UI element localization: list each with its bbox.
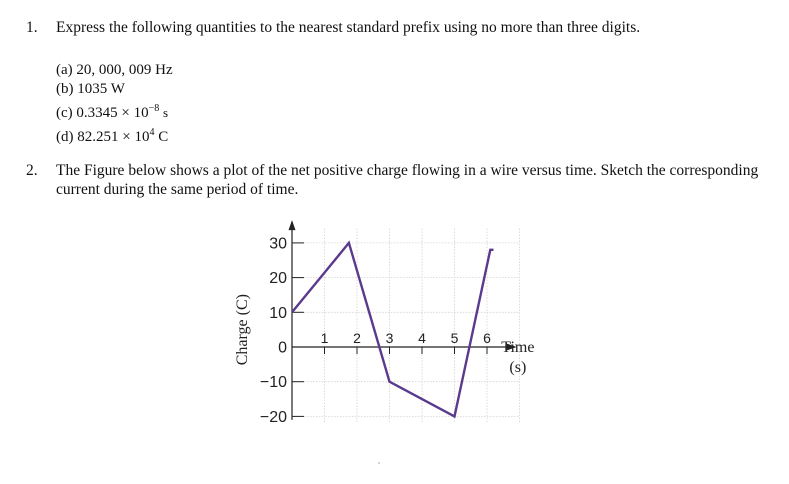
part-c-unit: s [163,105,169,120]
x-tick-label: 1 [320,330,329,346]
part-d-value: 82.251 × 10 [77,129,150,145]
charge-figure [228,212,558,437]
y-axis-title: Charge (C) [234,294,251,366]
part-c-value: 0.3345 × 10 [76,105,149,121]
y-tick-label: 30 [269,235,287,253]
part-a [56,61,173,80]
y-tick-label: 0 [278,339,287,357]
x-tick-label: 6 [483,330,491,346]
y-tick-label: −20 [259,408,287,426]
y-axis-arrow [289,220,296,230]
part-a-value: 20, 000, 009 Hz [76,62,173,78]
y-tick-label: −10 [259,374,287,392]
part-b-label: (b) [56,81,74,97]
y-tick-label: 10 [269,304,287,322]
part-d-exponent: 4 [149,127,155,138]
part-c-exponent: −8 [148,103,160,114]
part-d-unit: C [158,129,169,145]
part-d [56,123,173,147]
question-2-text: The Figure below shows a plot of the net positive charge flowing in a wire versus time. Sketch the corresponding current during the same period of time. [56,162,759,198]
x-axis-title: Time [501,339,535,356]
question-1-number: 1. [26,19,38,36]
question-1 [26,18,641,37]
x-tick-label: 5 [450,330,459,346]
x-tick-label: 3 [385,330,394,346]
part-d-label: (d) [56,129,74,145]
question-1-parts [56,61,173,147]
chart-grid [292,228,520,422]
charge-vs-time-chart [228,212,558,437]
part-b [56,80,173,99]
question-2-number: 2. [26,162,38,179]
part-c-label: (c) [56,105,73,121]
question-1-text: Express the following quantities to the nearest standard prefix using no more than three digits. [56,19,641,36]
part-c [56,99,173,123]
x-axis-unit: (s) [509,359,527,376]
question-2 [26,161,759,198]
part-b-value: 1035 W [77,81,125,97]
y-tick-label: 20 [269,270,287,288]
x-tick-label: 4 [418,330,426,346]
chart-labels [234,235,534,426]
x-tick-label: 2 [353,330,361,346]
page-speck [378,462,380,464]
part-a-label: (a) [56,62,73,78]
